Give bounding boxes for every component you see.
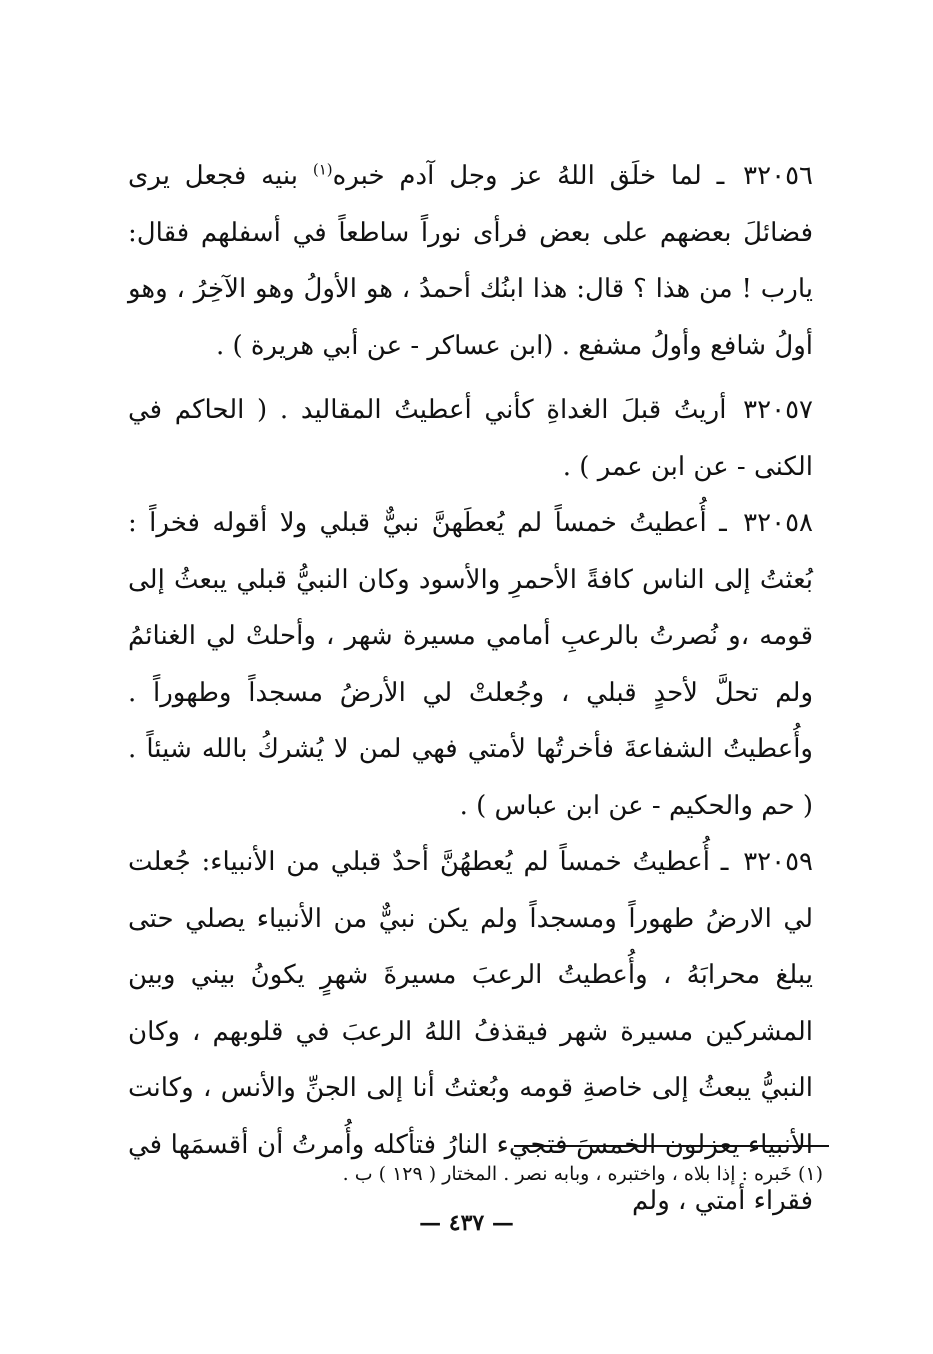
hadith-number: ٣٢٠٥٦ [743,161,813,191]
hadith-text: ـ أُعطيتُ خمساً لم يُعطهُنَّ أحدٌ قبلي من الأنبياء: جُعلت لي الارضُ طهوراً ومسجداً ولم يكن نبيٌّ من الأنبياء يصلي حتى يبلغ محرابَهُ ، وأُعطيتُ الرعبَ مسيرةَ شهرٍ يكونُ بيني وبين المشركين مسيرة شهر فيقذفُ اللهُ الرعبَ في قلوبهم ، وكان النبيُّ يبعثُ إلى خاصةِ قومه وبُعثتُ أنا إلى الجنِّ والأنس ، وكانت الأنبياء يعزلون الخمسَ فتجيء النارُ فتأكله وأُمرتُ أن أقسمَها في فقراء أمتي ، ولم [128,847,813,1216]
hadith-paragraph [128,382,813,495]
hadith-number: ٣٢٠٥٧ [743,395,813,425]
hadith-text: ـ لما خلَق اللهُ عز وجل آدم خبره [332,161,725,191]
hadith-text: أريتُ قبلَ الغداةِ كأني أعطيتُ المقاليد . ( الحاكم في الكنى - عن ابن عمر ) . [128,395,813,482]
hadith-paragraph [128,148,813,374]
page-number: — ٤٣٧ — [419,1210,514,1236]
hadith-text: ـ أُعطيتُ خمساً لم يُعطَهنَّ نبيٌّ قبلي ولا أقوله فخراً : بُعثتُ إلى الناس كافةً الأحمرِ والأسود وكان النبيُّ قبلي يبعثُ إلى قومه ،و نُصرتُ بالرعبِ أمامي مسيرة شهر ، وأحلتْ لي الغنائمُ ولم تحلَّ لأحدٍ قبلي ، وجُعلتْ لي الأرضُ مسجداً وطهوراً . وأُعطيتُ الشفاعةَ فأخرتُها لأمتي فهي لمن لا يُشركُ بالله شيئاً . ( حم والحكيم - عن ابن عباس ) . [128,508,813,821]
main-text-block [128,148,813,1230]
footnote-divider [514,1145,829,1147]
hadith-paragraph [128,495,813,834]
footnote: (١) خَبره : إذا بلاه ، واختبره ، وبابه نصر . المختار ( ١٢٩ ) ب . [342,1163,823,1185]
paragraph-spacer [128,374,813,382]
footnote-reference: (١) [312,160,333,179]
hadith-number: ٣٢٠٥٨ [743,508,813,538]
hadith-text: بنيه فجعل يرى فضائلَ بعضهم على بعض فرأى نوراً ساطعاً في أسفلهم فقال: يارب ! من هذا ؟ قال: هذا ابنُك أحمدُ ، هو الأولُ وهو الآخِرُ ، وهو أولُ شافع وأولُ مشفع . (ابن عساكر - عن أبي هريرة ) . [128,161,813,361]
hadith-number: ٣٢٠٥٩ [743,847,814,877]
